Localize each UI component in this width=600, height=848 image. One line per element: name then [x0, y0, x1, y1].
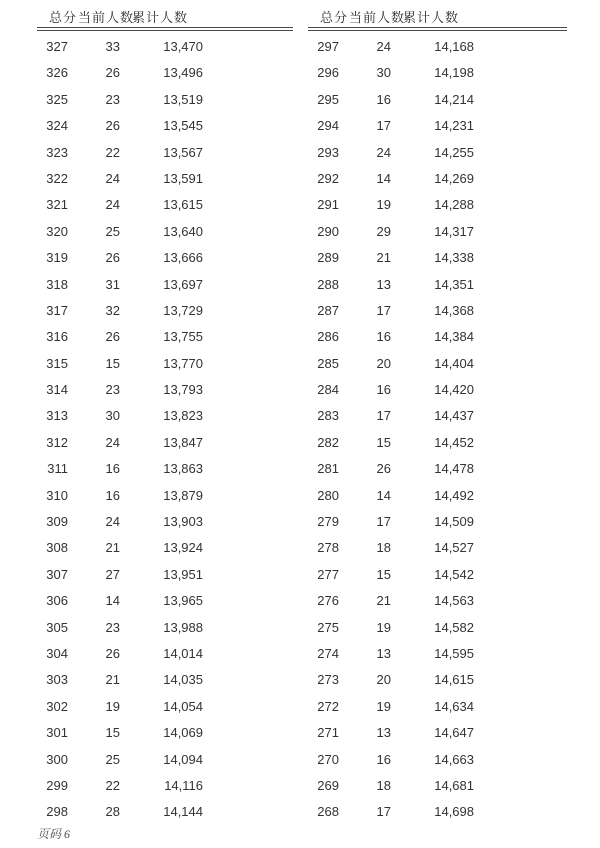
column-header-current-count: 当前人数: [78, 10, 135, 25]
table-row: [308, 113, 567, 139]
current-count-cell: 13: [376, 645, 391, 661]
cumulative-count-cell: 14,647: [434, 725, 474, 741]
current-count-cell: 23: [105, 382, 120, 398]
score-cell: 286: [317, 329, 339, 345]
cumulative-count-cell: 14,437: [434, 408, 474, 424]
score-cell: 315: [46, 355, 68, 371]
table-row: [308, 403, 567, 429]
table-row: [37, 34, 293, 60]
cumulative-count-cell: 14,269: [434, 170, 474, 186]
table-row: [308, 456, 567, 482]
cumulative-count-cell: 13,988: [163, 619, 203, 635]
current-count-cell: 16: [376, 91, 391, 107]
cumulative-count-cell: 13,729: [163, 302, 203, 318]
current-count-cell: 16: [105, 461, 120, 477]
table-row: [308, 535, 567, 561]
current-count-cell: 22: [105, 777, 120, 793]
column-header-score: 总分: [320, 10, 349, 25]
column-header-cumulative-count: 累计人数: [132, 10, 189, 25]
score-cell: 314: [46, 382, 68, 398]
score-cell: 268: [317, 804, 339, 820]
column-header-cumulative-count: 累计人数: [403, 10, 460, 25]
table-row: [308, 588, 567, 614]
cumulative-count-cell: 14,681: [434, 777, 474, 793]
table-row: [308, 377, 567, 403]
score-cell: 301: [46, 725, 68, 741]
cumulative-count-cell: 13,519: [163, 91, 203, 107]
cumulative-count-cell: 13,545: [163, 118, 203, 134]
cumulative-count-cell: 14,198: [434, 65, 474, 81]
table-row: [37, 351, 293, 377]
current-count-cell: 21: [105, 672, 120, 688]
score-table-right: [308, 6, 567, 826]
table-row: [308, 166, 567, 192]
table-row: [37, 694, 293, 720]
score-cell: 270: [317, 751, 339, 767]
table-row: [308, 615, 567, 641]
score-cell: 307: [46, 566, 68, 582]
table-row: [308, 747, 567, 773]
score-cell: 313: [46, 408, 68, 424]
score-cell: 294: [317, 118, 339, 134]
current-count-cell: 23: [105, 619, 120, 635]
current-count-cell: 14: [376, 487, 391, 503]
current-count-cell: 30: [105, 408, 120, 424]
score-cell: 272: [317, 698, 339, 714]
score-cell: 288: [317, 276, 339, 292]
current-count-cell: 15: [105, 725, 120, 741]
current-count-cell: 24: [105, 197, 120, 213]
cumulative-count-cell: 14,663: [434, 751, 474, 767]
table-row: [37, 166, 293, 192]
table-row: [308, 773, 567, 799]
cumulative-count-cell: 13,770: [163, 355, 203, 371]
current-count-cell: 21: [376, 593, 391, 609]
cumulative-count-cell: 13,591: [163, 170, 203, 186]
cumulative-count-cell: 14,094: [163, 751, 203, 767]
cumulative-count-cell: 13,666: [163, 250, 203, 266]
score-cell: 269: [317, 777, 339, 793]
current-count-cell: 23: [105, 91, 120, 107]
score-cell: 302: [46, 698, 68, 714]
score-cell: 283: [317, 408, 339, 424]
table-row: [308, 641, 567, 667]
current-count-cell: 19: [376, 698, 391, 714]
current-count-cell: 24: [105, 514, 120, 530]
cumulative-count-cell: 14,351: [434, 276, 474, 292]
table-row: [308, 140, 567, 166]
score-cell: 326: [46, 65, 68, 81]
current-count-cell: 26: [376, 461, 391, 477]
table-body-left: [37, 34, 293, 826]
table-body-right: [308, 34, 567, 826]
cumulative-count-cell: 14,214: [434, 91, 474, 107]
score-cell: 304: [46, 645, 68, 661]
score-cell: 299: [46, 777, 68, 793]
score-cell: 325: [46, 91, 68, 107]
table-row: [308, 272, 567, 298]
current-count-cell: 15: [105, 355, 120, 371]
table-row: [37, 245, 293, 271]
table-row: [37, 667, 293, 693]
table-row: [308, 324, 567, 350]
current-count-cell: 14: [105, 593, 120, 609]
cumulative-count-cell: 14,069: [163, 725, 203, 741]
cumulative-count-cell: 13,951: [163, 566, 203, 582]
page-number-label: 页码 6: [37, 827, 71, 841]
current-count-cell: 26: [105, 250, 120, 266]
table-row: [308, 34, 567, 60]
score-cell: 323: [46, 144, 68, 160]
cumulative-count-cell: 14,698: [434, 804, 474, 820]
cumulative-count-cell: 14,317: [434, 223, 474, 239]
table-row: [308, 298, 567, 324]
score-cell: 310: [46, 487, 68, 503]
cumulative-count-cell: 14,144: [163, 804, 203, 820]
current-count-cell: 24: [105, 170, 120, 186]
score-cell: 276: [317, 593, 339, 609]
table-row: [37, 773, 293, 799]
cumulative-count-cell: 13,879: [163, 487, 203, 503]
cumulative-count-cell: 13,863: [163, 461, 203, 477]
cumulative-count-cell: 14,116: [164, 777, 203, 793]
score-cell: 318: [46, 276, 68, 292]
cumulative-count-cell: 14,492: [434, 487, 474, 503]
table-row: [37, 377, 293, 403]
current-count-cell: 32: [105, 302, 120, 318]
current-count-cell: 28: [105, 804, 120, 820]
cumulative-count-cell: 13,793: [163, 382, 203, 398]
current-count-cell: 24: [376, 39, 391, 54]
cumulative-count-cell: 13,567: [163, 144, 203, 160]
table-row: [37, 456, 293, 482]
table-header-row: [308, 6, 567, 25]
cumulative-count-cell: 14,634: [434, 698, 474, 714]
cumulative-count-cell: 14,338: [434, 250, 474, 266]
score-cell: 291: [317, 197, 339, 213]
current-count-cell: 24: [105, 434, 120, 450]
current-count-cell: 17: [376, 118, 391, 134]
current-count-cell: 25: [105, 751, 120, 767]
table-row: [308, 430, 567, 456]
current-count-cell: 29: [376, 223, 391, 239]
table-header-row: [37, 6, 293, 25]
score-cell: 292: [317, 170, 339, 186]
score-cell: 322: [46, 170, 68, 186]
cumulative-count-cell: 13,903: [163, 514, 203, 530]
cumulative-count-cell: 14,509: [434, 514, 474, 530]
cumulative-count-cell: 13,496: [163, 65, 203, 81]
table-row: [37, 403, 293, 429]
current-count-cell: 16: [376, 329, 391, 345]
current-count-cell: 17: [376, 514, 391, 530]
table-row: [37, 799, 293, 825]
cumulative-count-cell: 14,542: [434, 566, 474, 582]
table-row: [308, 720, 567, 746]
score-cell: 309: [46, 514, 68, 530]
table-row: [37, 641, 293, 667]
table-row: [308, 509, 567, 535]
table-row: [308, 562, 567, 588]
current-count-cell: 15: [376, 434, 391, 450]
score-cell: 298: [46, 804, 68, 820]
cumulative-count-cell: 14,404: [434, 355, 474, 371]
table-row: [308, 245, 567, 271]
score-cell: 274: [317, 645, 339, 661]
current-count-cell: 16: [105, 487, 120, 503]
current-count-cell: 20: [376, 355, 391, 371]
score-cell: 327: [46, 39, 68, 54]
current-count-cell: 19: [376, 619, 391, 635]
score-cell: 280: [317, 487, 339, 503]
cumulative-count-cell: 14,595: [434, 645, 474, 661]
score-cell: 281: [317, 461, 339, 477]
cumulative-count-cell: 14,255: [434, 144, 474, 160]
current-count-cell: 21: [376, 250, 391, 266]
score-cell: 305: [46, 619, 68, 635]
table-row: [37, 430, 293, 456]
table-row: [37, 87, 293, 113]
table-row: [37, 483, 293, 509]
current-count-cell: 16: [376, 751, 391, 767]
current-count-cell: 31: [105, 276, 120, 292]
table-row: [37, 588, 293, 614]
current-count-cell: 13: [376, 276, 391, 292]
cumulative-count-cell: 14,014: [163, 645, 203, 661]
current-count-cell: 20: [376, 672, 391, 688]
current-count-cell: 13: [376, 725, 391, 741]
score-cell: 289: [317, 250, 339, 266]
table-row: [37, 298, 293, 324]
current-count-cell: 15: [376, 566, 391, 582]
table-row: [308, 60, 567, 86]
score-cell: 316: [46, 329, 68, 345]
table-row: [37, 509, 293, 535]
score-table-left: [37, 6, 293, 826]
table-row: [37, 720, 293, 746]
current-count-cell: 26: [105, 329, 120, 345]
score-cell: 277: [317, 566, 339, 582]
current-count-cell: 17: [376, 408, 391, 424]
score-cell: 273: [317, 672, 339, 688]
current-count-cell: 27: [105, 566, 120, 582]
header-double-rule: [308, 27, 567, 31]
score-cell: 319: [46, 250, 68, 266]
cumulative-count-cell: 13,615: [163, 197, 203, 213]
cumulative-count-cell: 13,470: [163, 39, 203, 54]
cumulative-count-cell: 14,478: [434, 461, 474, 477]
cumulative-count-cell: 13,965: [163, 593, 203, 609]
table-row: [37, 615, 293, 641]
current-count-cell: 30: [376, 65, 391, 81]
cumulative-count-cell: 14,582: [434, 619, 474, 635]
table-row: [37, 219, 293, 245]
score-cell: 297: [317, 39, 339, 54]
score-cell: 284: [317, 382, 339, 398]
column-header-current-count: 当前人数: [349, 10, 406, 25]
score-cell: 303: [46, 672, 68, 688]
current-count-cell: 26: [105, 645, 120, 661]
cumulative-count-cell: 14,368: [434, 302, 474, 318]
cumulative-count-cell: 14,420: [434, 382, 474, 398]
header-double-rule: [37, 27, 293, 31]
table-row: [37, 60, 293, 86]
table-row: [308, 351, 567, 377]
score-cell: 275: [317, 619, 339, 635]
table-row: [37, 747, 293, 773]
table-row: [308, 219, 567, 245]
current-count-cell: 18: [376, 777, 391, 793]
cumulative-count-cell: 14,384: [434, 329, 474, 345]
current-count-cell: 16: [376, 382, 391, 398]
cumulative-count-cell: 13,640: [163, 223, 203, 239]
cumulative-count-cell: 13,924: [163, 540, 203, 556]
table-row: [308, 483, 567, 509]
cumulative-count-cell: 14,527: [434, 540, 474, 556]
table-row: [37, 535, 293, 561]
column-header-score: 总分: [49, 10, 78, 25]
score-cell: 293: [317, 144, 339, 160]
score-cell: 324: [46, 118, 68, 134]
current-count-cell: 19: [376, 197, 391, 213]
cumulative-count-cell: 13,755: [163, 329, 203, 345]
table-row: [37, 140, 293, 166]
current-count-cell: 18: [376, 540, 391, 556]
table-row: [37, 324, 293, 350]
cumulative-count-cell: 14,231: [434, 118, 474, 134]
score-cell: 287: [317, 302, 339, 318]
current-count-cell: 26: [105, 118, 120, 134]
score-cell: 295: [317, 91, 339, 107]
score-cell: 290: [317, 223, 339, 239]
cumulative-count-cell: 14,035: [163, 672, 203, 688]
score-cell: 308: [46, 540, 68, 556]
current-count-cell: 26: [105, 65, 120, 81]
table-row: [308, 667, 567, 693]
score-cell: 312: [46, 434, 68, 450]
score-cell: 296: [317, 65, 339, 81]
cumulative-count-cell: 14,452: [434, 434, 474, 450]
score-cell: 320: [46, 223, 68, 239]
score-cell: 285: [317, 355, 339, 371]
current-count-cell: 17: [376, 302, 391, 318]
current-count-cell: 14: [376, 170, 391, 186]
score-cell: 306: [46, 593, 68, 609]
cumulative-count-cell: 14,288: [434, 197, 474, 213]
cumulative-count-cell: 14,168: [434, 39, 474, 54]
current-count-cell: 24: [376, 144, 391, 160]
cumulative-count-cell: 13,697: [163, 276, 203, 292]
score-cell: 311: [47, 461, 68, 477]
cumulative-count-cell: 13,847: [163, 434, 203, 450]
current-count-cell: 19: [105, 698, 120, 714]
cumulative-count-cell: 14,563: [434, 593, 474, 609]
current-count-cell: 17: [376, 804, 391, 820]
cumulative-count-cell: 14,615: [434, 672, 474, 688]
current-count-cell: 25: [105, 223, 120, 239]
score-cell: 321: [46, 197, 68, 213]
score-cell: 300: [46, 751, 68, 767]
current-count-cell: 21: [105, 540, 120, 556]
table-row: [37, 272, 293, 298]
table-row: [37, 562, 293, 588]
table-row: [308, 799, 567, 825]
table-row: [37, 113, 293, 139]
table-row: [37, 192, 293, 218]
table-row: [308, 192, 567, 218]
table-row: [308, 87, 567, 113]
score-cell: 279: [317, 514, 339, 530]
current-count-cell: 33: [105, 39, 120, 54]
current-count-cell: 22: [105, 144, 120, 160]
score-cell: 271: [317, 725, 339, 741]
score-cell: 278: [317, 540, 339, 556]
table-row: [308, 694, 567, 720]
cumulative-count-cell: 13,823: [163, 408, 203, 424]
score-cell: 317: [46, 302, 68, 318]
score-cell: 282: [317, 434, 339, 450]
cumulative-count-cell: 14,054: [163, 698, 203, 714]
